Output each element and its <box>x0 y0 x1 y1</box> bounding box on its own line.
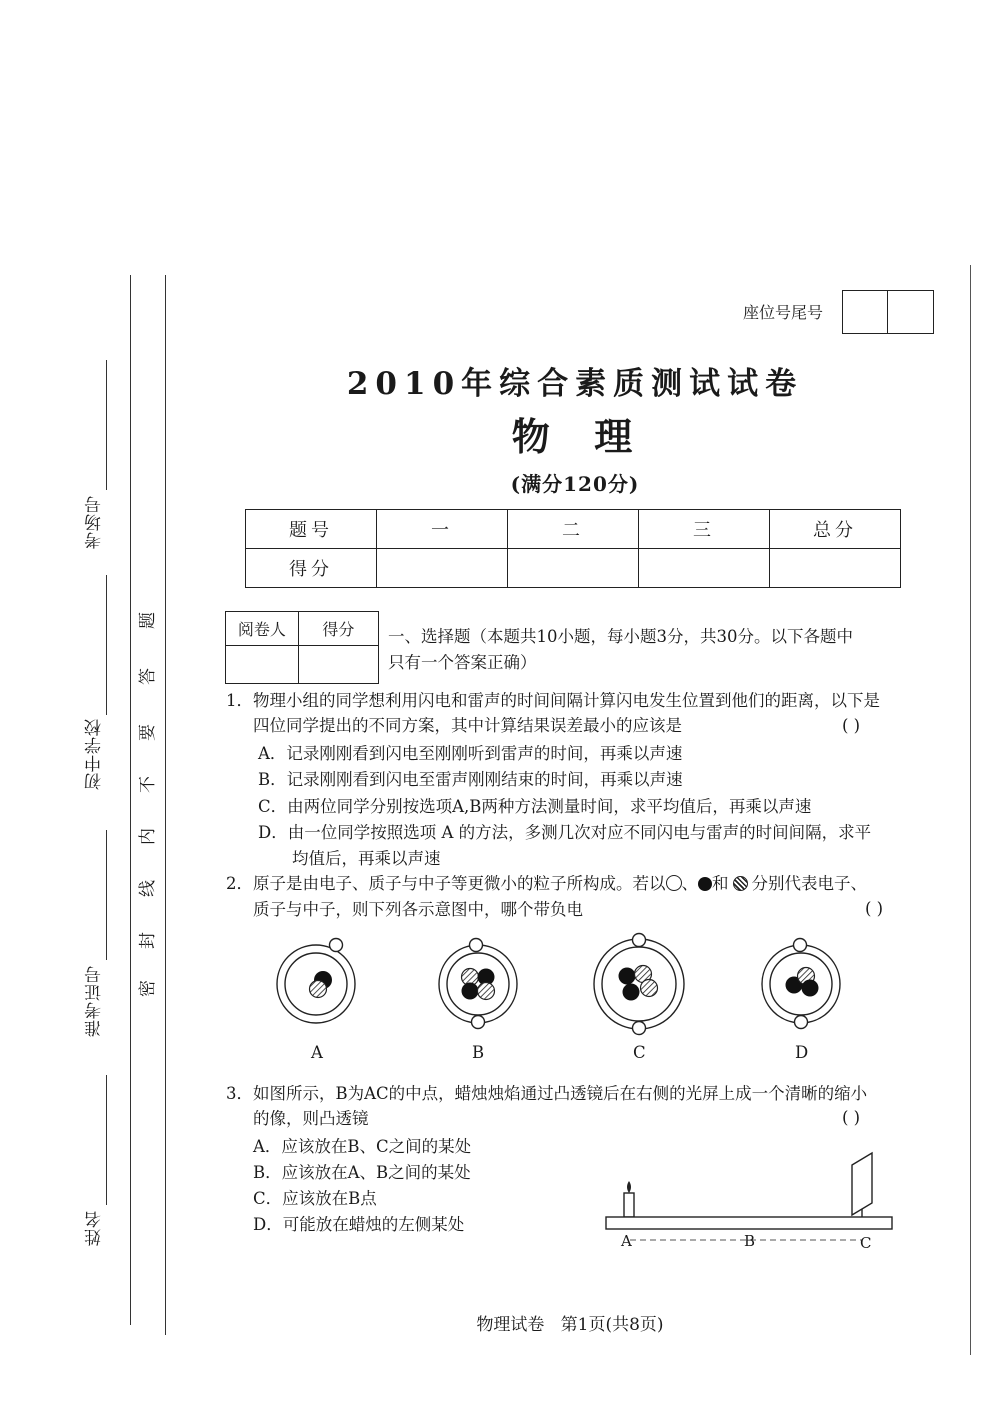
question-2-text-a: 2．原子是由电子、质子与中子等更微小的粒子所构成。若以 <box>226 874 666 893</box>
optical-bench <box>606 1217 892 1229</box>
question-2-text-c: 和 <box>712 874 729 893</box>
score-table-column: 一 <box>377 510 508 549</box>
question-3-option-d: D．可能放在蜡烛的左侧某处 <box>253 1215 465 1234</box>
grader-cell[interactable] <box>226 646 299 684</box>
score-cell[interactable] <box>770 549 901 588</box>
grader-score-label: 得分 <box>298 612 378 646</box>
full-score: (满分120分) <box>510 472 640 496</box>
question-3-option-c: C．应该放在B点 <box>253 1189 377 1208</box>
score-table-header: 得分 <box>246 549 377 588</box>
score-table-column: 三 <box>639 510 770 549</box>
seal-char: 线 <box>138 880 158 897</box>
bench-point-a: A <box>621 1232 632 1250</box>
bench-point-c: C <box>860 1234 872 1252</box>
question-1-option-a: A．记录刚刚看到闪电至刚刚听到雷声的时间，再乘以声速 <box>258 744 683 763</box>
atom-label-b: B <box>472 1043 485 1062</box>
question-2-text-d: 分别代表电子、 <box>751 874 867 893</box>
school-underline <box>106 575 107 715</box>
name-underline <box>106 1075 107 1205</box>
section-one-heading-line2: 只有一个答案正确） <box>388 653 537 672</box>
admission-number-underline <box>106 830 107 960</box>
question-1-option-b: B．记录刚刚看到闪电至雷声刚刚结束的时间，再乘以声速 <box>258 770 683 789</box>
score-table-header: 题号 <box>246 510 377 549</box>
seal-char: 封 <box>138 932 158 949</box>
score-cell[interactable] <box>377 549 508 588</box>
exam-room-label: 考场号 <box>85 495 105 549</box>
question-3-option-a: A．应该放在B、C之间的某处 <box>253 1137 472 1156</box>
school-label: 初中学校 <box>85 718 105 790</box>
atom-diagrams <box>270 930 850 1070</box>
seat-number-label: 座位号尾号 <box>743 303 824 322</box>
atom-label-d: D <box>795 1043 809 1062</box>
question-3-option-b: B．应该放在A、B之间的某处 <box>253 1163 471 1182</box>
atom-d <box>762 939 840 1029</box>
question-1-option-c: C．由两位同学分别按选项A,B两种方法测量时间，求平均值后，再乘以声速 <box>258 797 812 816</box>
question-2-text-b: 、 <box>681 874 698 893</box>
question-3-line2: 的像，则凸透镜 <box>253 1109 369 1128</box>
question-2-line1 <box>226 871 867 897</box>
seal-char: 要 <box>138 724 158 741</box>
question-1-line1: 1．物理小组的同学想利用闪电和雷声的时间间隔计算闪电发生位置到他们的距离，以下是 <box>226 691 880 710</box>
atom-b <box>439 939 517 1029</box>
candle-icon <box>624 1181 634 1217</box>
section-one-heading-line1: 一、选择题（本题共10小题，每小题3分，共30分。以下各题中 <box>388 627 853 646</box>
score-table <box>245 509 901 588</box>
atom-label-c: C <box>633 1043 646 1062</box>
question-1-line2: 四位同学提出的不同方案，其中计算结果误差最小的应该是 <box>253 716 682 735</box>
neutron-symbol-icon <box>733 876 748 891</box>
question-2-line2: 质子与中子，则下列各示意图中，哪个带负电 <box>253 900 583 919</box>
exam-title: 2010年综合素质测试试卷 <box>346 366 804 402</box>
seal-char: 不 <box>138 776 158 793</box>
admission-number-label: 准考证号 <box>85 965 105 1037</box>
grader-cell[interactable] <box>298 646 378 684</box>
grader-label: 阅卷人 <box>226 612 299 646</box>
seal-char: 密 <box>138 980 158 997</box>
electron-symbol-icon <box>666 875 682 891</box>
score-table-column: 总分 <box>770 510 901 549</box>
seat-number-box-2[interactable] <box>887 290 934 334</box>
seal-char: 内 <box>138 828 158 845</box>
proton-symbol-icon <box>698 877 712 891</box>
page-footer: 物理试卷 第1页(共8页) <box>476 1315 664 1335</box>
atom-a <box>277 939 355 1024</box>
grader-box <box>225 611 379 684</box>
question-1-option-d-cont: 均值后，再乘以声速 <box>292 849 441 868</box>
score-cell[interactable] <box>639 549 770 588</box>
question-1-answer-paren[interactable]: ( ) <box>842 716 861 735</box>
question-3-answer-paren[interactable]: ( ) <box>842 1108 861 1127</box>
question-3-line1: 3．如图所示，B为AC的中点，蜡烛烛焰通过凸透镜后在右侧的光屏上成一个清晰的缩小 <box>226 1084 868 1103</box>
seat-number-box-1[interactable] <box>842 290 888 334</box>
name-label: 姓名 <box>85 1210 105 1246</box>
seal-char: 题 <box>138 612 158 629</box>
subject-title: 物 理 <box>511 414 639 459</box>
seal-char: 答 <box>138 668 158 685</box>
light-screen <box>852 1153 872 1217</box>
score-table-column: 二 <box>508 510 639 549</box>
bench-point-b: B <box>744 1232 756 1250</box>
question-2-answer-paren[interactable]: ( ) <box>865 899 884 918</box>
atom-c <box>594 934 684 1035</box>
question-1-option-d: D．由一位同学按照选项 A 的方法，多测几次对应不同闪电与雷声的时间间隔，求平 <box>258 823 872 842</box>
atom-label-a: A <box>311 1043 323 1062</box>
score-cell[interactable] <box>508 549 639 588</box>
